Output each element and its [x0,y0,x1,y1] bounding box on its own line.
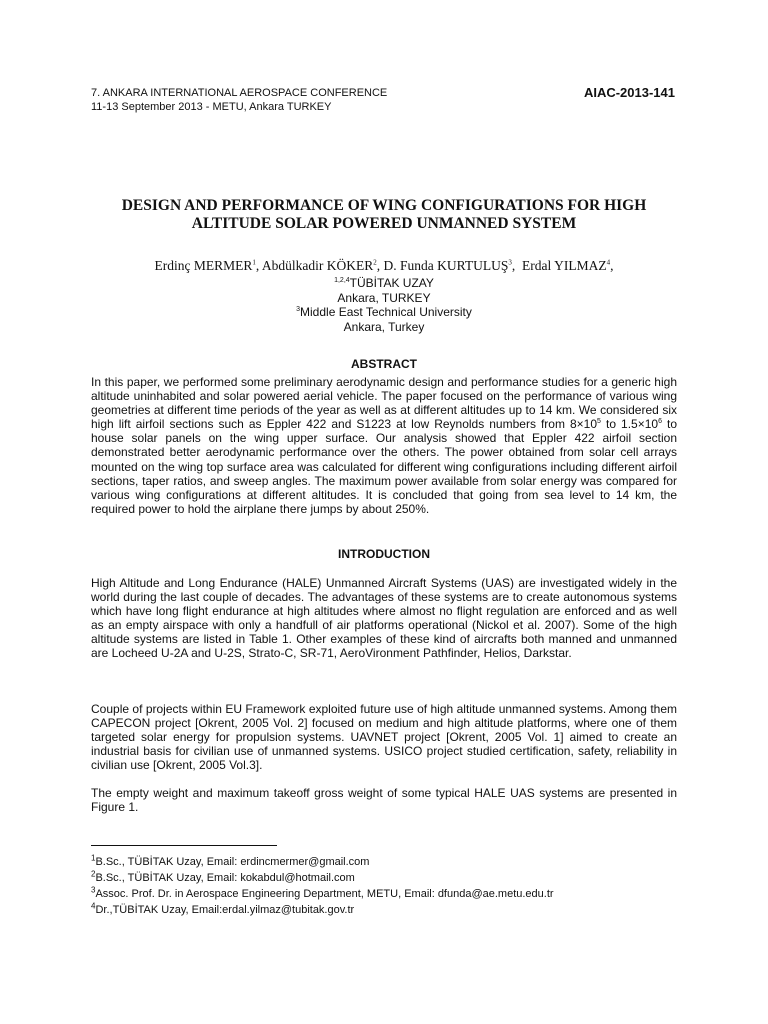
affiliation-mark: 1,2,4 [334,277,350,284]
affiliation-org: TÜBİTAK UZAY [349,276,434,290]
affiliation-mark: 3 [296,306,301,313]
footnote-mark: 1 [91,853,96,863]
exponent: 6 [658,418,662,426]
author-mark: 1 [252,258,256,267]
affiliation-place: Ankara, TURKEY [337,291,431,305]
author-name: Erdal YILMAZ [521,258,607,273]
conference-date-place: 11-13 September 2013 - METU, Ankara TURKEY [91,101,332,113]
author-mark: 3 [508,258,512,267]
affiliation-1 [91,276,677,306]
abstract-part: In this paper, we performed some preliminary aerodynamic design and performance studies for a generic high altitude uninhabited and solar powered aerial vehicle. The paper focused on the performance of various wing geometries at different time periods of the year as well as at different altitudes up to 14 km. We considered six high lift airfoil sections such as Eppler 422 and S1223 at low Reynolds numbers from 8×10 [91,375,677,432]
footnotes [91,854,691,918]
title-line-1: DESIGN AND PERFORMANCE OF WING CONFIGURATIONS FOR HIGH [121,197,647,214]
footnote-mark: 3 [91,885,96,895]
footnote-separator [91,845,277,846]
affiliation-place: Ankara, Turkey [343,320,425,334]
author-name: Abdülkadir KÖKER [261,258,374,273]
author-mark: 2 [373,258,377,267]
conference-name: 7. ANKARA INTERNATIONAL AEROSPACE CONFERENCE [91,87,388,99]
footnote [91,870,691,886]
intro-paragraph-1: High Altitude and Long Endurance (HALE) Unmanned Aircraft Systems (UAS) are investigated widely in the world during the last couple of decades. The advantages of these systems are to create autonomous systems which have long flight endurance at high altitudes where almost no flight regulation are enforced and as well as an empty airspace with only a handfull of air platforms operational (Nickol et al. 2007). Some of the high altitude systems are listed in Table 1. Other examples of these kind of aircrafts both manned and unmanned are Locheed U-2A and U-2S, Strato-C, SR-71, AeroVironment Pathfinder, Helios, Darkstar. [91,576,677,661]
footnote-mark: 4 [91,901,96,911]
footnote-text: B.Sc., TÜBİTAK Uzay, Email: kokabdul@hotmail.com [95,872,355,884]
paper-title [91,197,677,233]
author-mark: 4 [606,258,611,267]
footnote [91,902,691,918]
affiliation-org: Middle East Technical University [300,305,472,319]
author-name: Erdinç MERMER [154,258,253,273]
footnote-text: Dr.,TÜBİTAK Uzay, Email:erdal.yilmaz@tubitak.gov.tr [95,904,355,916]
title-line-2: ALTITUDE SOLAR POWERED UNMANNED SYSTEM [191,215,577,232]
author-name: D. Funda KURTULUŞ [383,258,509,273]
footnote-text: B.Sc., TÜBİTAK Uzay, Email: erdincmermer@gmail.com [95,856,370,868]
footnote [91,854,691,870]
footnote-mark: 2 [91,869,96,879]
author-list: Erdinç MERMER$^1$, Abdülkadir KÖKER$^2$, D. Funda KURTULUŞ$^3$, Erdal YILMAZ$^4$, [154,258,614,273]
conference-header [91,86,387,114]
footnote [91,886,691,902]
intro-paragraph-2: Couple of projects within EU Framework exploited future use of high altitude unmanned systems. Among them CAPECON project [Okrent, 2005 Vol. 2] focused on medium and high altitude platforms, where one of them targeted solar energy for propulsion systems. UAVNET project [Okrent, 2005 Vol. 1] aimed to create an industrial basis for civilian use of unmanned systems. USICO project studied certification, safety, reliability in civilian use [Okrent, 2005 Vol.3]. [91,702,677,773]
abstract-text [91,375,677,516]
abstract-heading: ABSTRACT [351,357,417,371]
affiliation-2 [91,305,677,335]
abstract-part: to 1.5×10 [600,417,659,432]
exponent: 5 [597,418,601,426]
footnote-text: Assoc. Prof. Dr. in Aerospace Engineering Department, METU, Email: dfunda@ae.metu.edu.tr [95,888,554,900]
intro-paragraph-3: The empty weight and maximum takeoff gross weight of some typical HALE UAS systems are presented in Figure 1. [91,786,677,815]
paper-id: AIAC-2013-141 [583,85,675,100]
introduction-heading: INTRODUCTION [338,547,430,561]
abstract-part: to house solar panels on the wing upper surface. Our analysis showed that Eppler 422 airfoil section demonstrated better aerodynamic performance over the others. The power obtained from solar cell arrays mounted on the wing top surface area was calculated for different wing configurations including different airfoil sections, taper ratios, and sweep angles. The maximum power available from solar energy was compared for various wing configurations at different altitudes. It is concluded that going from sea level to 14 km, the required power to hold the airplane there jumps by about 250%. [91,417,678,516]
